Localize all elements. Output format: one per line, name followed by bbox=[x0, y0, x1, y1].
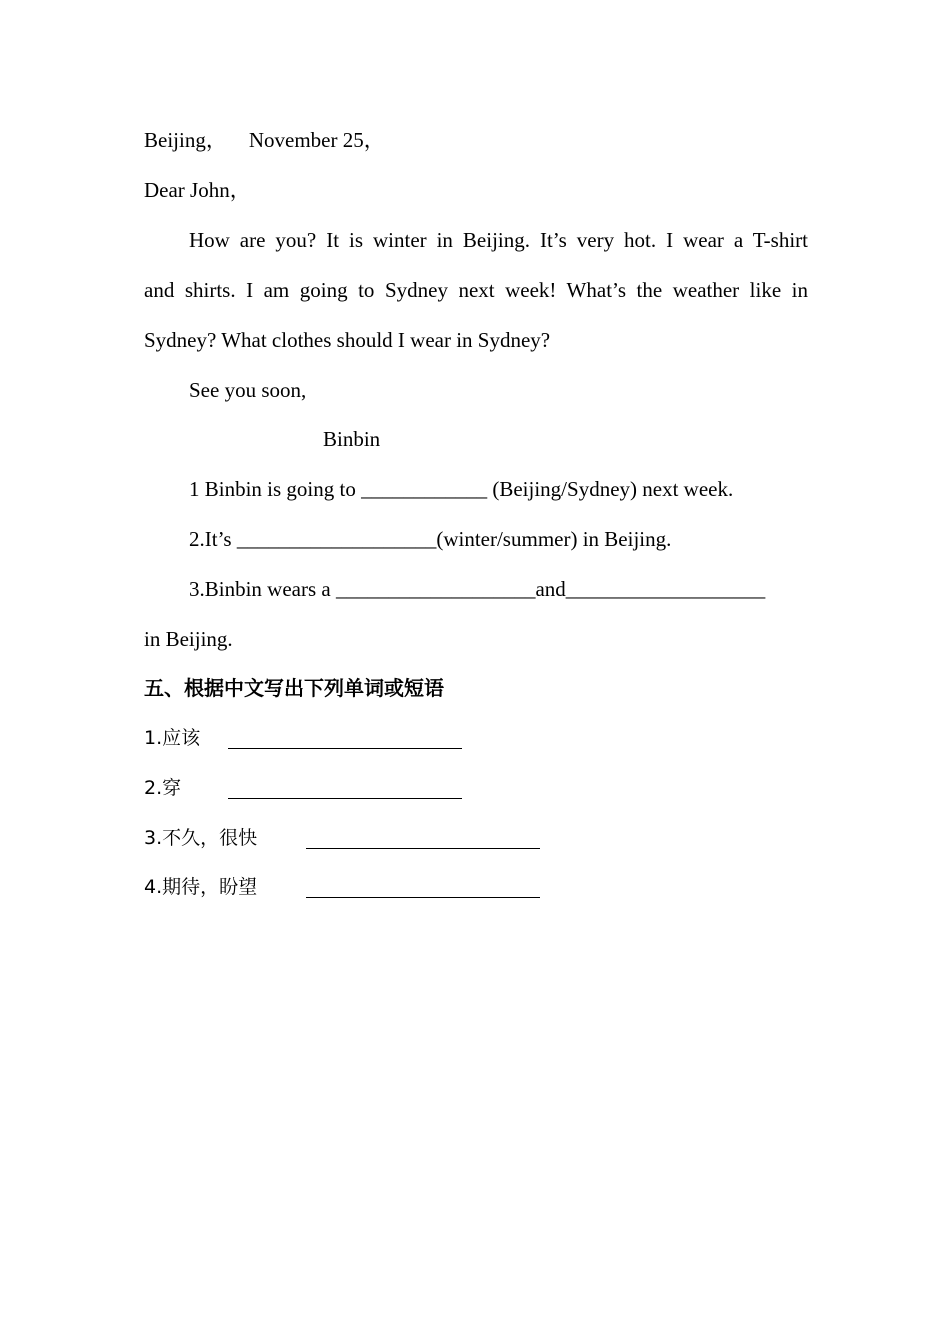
letter-body-line-2: and shirts. I am going to Sydney next week! What’s the weather like in bbox=[144, 278, 808, 302]
question-3-continued: in Beijing. bbox=[144, 627, 233, 651]
question-3: 3.Binbin wears a ___________________and___________________ bbox=[189, 577, 766, 601]
section-5-heading: 五、根据中文写出下列单词或短语 bbox=[144, 676, 444, 700]
letter-place: Beijing， bbox=[144, 128, 227, 152]
letter-greeting: Dear John， bbox=[144, 178, 251, 202]
letter-signature: Binbin bbox=[323, 427, 381, 451]
vocab-item-1-label: 1.应该 bbox=[144, 727, 201, 749]
letter-closing: See you soon, bbox=[189, 378, 307, 402]
vocab-item-1-answer-line bbox=[228, 748, 462, 749]
question-1: 1 Binbin is going to ____________ (Beijing/Sydney) next week. bbox=[189, 477, 734, 501]
vocab-item-3-label: 3.不久，很快 bbox=[144, 827, 258, 849]
vocab-item-4-label: 4.期待，盼望 bbox=[144, 876, 258, 898]
vocab-item-3-answer-line bbox=[306, 848, 540, 849]
vocab-item-4-answer-line bbox=[306, 897, 540, 898]
letter-body-line-1: How are you? It is winter in Beijing. It’s very hot. I wear a T-shirt bbox=[189, 228, 808, 252]
letter-date: November 25， bbox=[248, 128, 385, 152]
vocab-item-2-label: 2.穿 bbox=[144, 777, 182, 799]
vocab-item-2-answer-line bbox=[228, 798, 462, 799]
question-2: 2.It’s ___________________(winter/summer) in Beijing. bbox=[189, 527, 672, 551]
letter-body-line-3: Sydney? What clothes should I wear in Sydney? bbox=[144, 328, 551, 352]
letter-heading-line bbox=[144, 126, 808, 154]
